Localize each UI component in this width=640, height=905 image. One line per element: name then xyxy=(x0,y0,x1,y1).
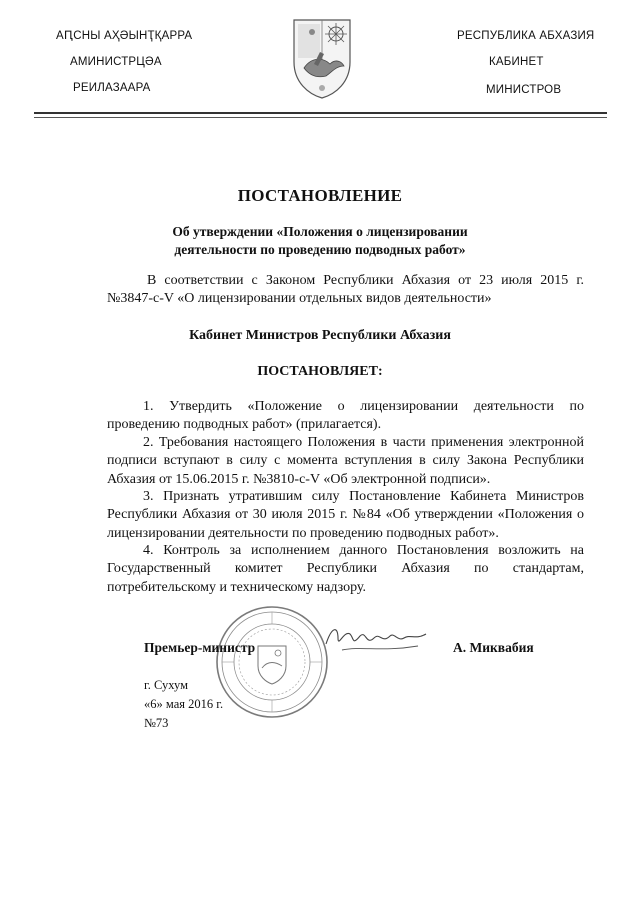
header-divider-thin xyxy=(34,117,607,118)
signatory-name: А. Миквабия xyxy=(453,640,534,655)
document-subject-line-2: деятельности по проведению подводных работ» xyxy=(174,242,466,257)
official-seal-icon xyxy=(214,604,330,720)
document-date: «6» мая 2016 г. xyxy=(144,697,224,711)
decree-line: ПОСТАНОВЛЯЕТ: xyxy=(257,364,383,379)
decree-item-4: 4. Контроль за исполнением данного Постановления возложить на Государственный комитет Республики Абхазия по стандартам, потребительскому и техническому надзору. xyxy=(107,543,584,595)
coat-of-arms-icon xyxy=(290,18,354,100)
header-left-line-3: РЕИЛАЗААРА xyxy=(73,82,151,94)
issuer-line: Кабинет Министров Республики Абхазия xyxy=(189,328,451,343)
header-divider-thick xyxy=(34,112,607,114)
header-right-line-2: КАБИНЕТ xyxy=(489,56,544,68)
signatory-position: Премьер-министр xyxy=(144,640,256,655)
header-left-line-2: АМИНИСТРЦӘА xyxy=(70,56,162,68)
preamble-paragraph: В соответствии с Законом Республики Абхазия от 23 июля 2015 г. №3847-с-V «О лицензировании отдельных видов деятельности» xyxy=(107,273,584,307)
header-right-line-1: РЕСПУБЛИКА АБХАЗИЯ xyxy=(457,30,595,42)
header-right-line-3: МИНИСТРОВ xyxy=(486,84,562,96)
decree-item-3: 3. Признать утратившим силу Постановление Кабинета Министров Республики Абхазия от 30 июля 2015 г. №84 «Об утверждении «Положения о лицензировании деятельности по проведению подводных работ». xyxy=(107,489,584,541)
decree-item-2: 2. Требования настоящего Положения в части применения электронной подписи вступают в силу с момента вступления в силу Закона Республики Абхазия от 15.06.2015 г. №3810-с-V «Об электронной подписи». xyxy=(107,435,584,487)
header-left-line-1: АԤСНЫ АҲӘЫНҬҚАРРА xyxy=(56,30,193,42)
decree-item-1: 1. Утвердить «Положение о лицензировании деятельности по проведению подводных работ» (прилагается). xyxy=(107,399,584,433)
document-number: №73 xyxy=(144,716,169,730)
document-title: ПОСТАНОВЛЕНИЕ xyxy=(237,186,403,205)
handwritten-signature-icon xyxy=(322,620,432,660)
document-subject-line-1: Об утверждении «Положения о лицензировании xyxy=(172,224,468,239)
document-place: г. Сухум xyxy=(144,678,189,692)
